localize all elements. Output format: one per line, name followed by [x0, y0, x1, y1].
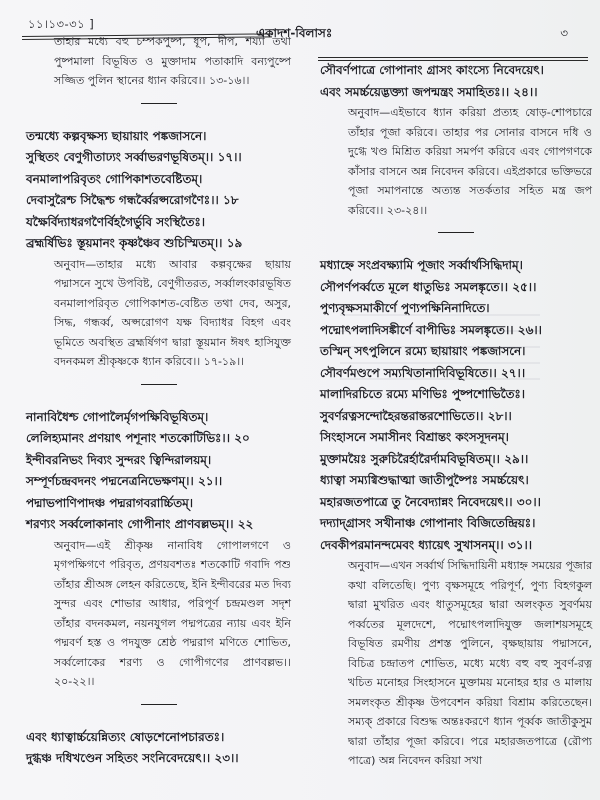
verse-block-24	[320, 60, 592, 103]
verse-block-25-31	[320, 255, 592, 556]
verse-line: সৌবর্ণমণ্ডপে সম্যখিতানাদিবিভূষিতে।। ২৭।।	[320, 365, 526, 380]
translation-label: অনুবাদ	[348, 559, 380, 572]
translation-23-24	[320, 103, 592, 220]
verse-line: সৌবর্ণপাত্রে গোপানাং গ্রাসং কাংস্যে নিবেদয়েৎ।	[320, 63, 544, 77]
section-divider	[141, 103, 177, 104]
translation-label: অনুবাদ	[54, 538, 86, 552]
verse-line: দদ্যাদ্গ্রাসং সখীনাঞ্চ গোপানাং বিজিতেন্দ্রিয়ঃ।	[320, 516, 536, 530]
verse-line: সৌপর্ণপর্ব্বতে মূলে ধাতুভিঃ সমলঙ্কৃতে।। ২৫।।	[320, 279, 537, 294]
verse-line: দেবকীপরমানন্দমেবং ধ্যায়েৎ সুখাসনম্।। ৩১।।	[320, 537, 533, 552]
verse-line: সুস্থিতং বেণুগীতাঢ্যং সর্ব্বাভরণভূষিতম্।। ১৭।।	[26, 150, 242, 164]
translation-label: অনুবাদ	[348, 106, 380, 119]
verse-line: দুগ্ধঞ্চ দধিখণ্ডেন সহিতং সংনিবেদয়েৎ।। ২৩।।	[26, 751, 239, 765]
verse-line: শরণ্যং সর্ব্বলোকানাং গোপীনাং প্রাণবল্লভম্।। ২২	[26, 517, 254, 531]
section-divider	[438, 232, 474, 233]
translation-13-16	[26, 32, 291, 91]
verse-line: লেলিহ্যমানং প্রণয়াৎ পশূনাং শতকোটিভিঃ।। ২০	[26, 431, 250, 445]
verse-line: মহারজতপাত্রে তু নৈবেদ্যান্নং নিবেদয়েৎ।। ৩০।।	[320, 494, 541, 509]
translation-text: —এখন সর্ব্বার্থ সিদ্ধিদায়িনী মধ্যাহ্ন সময়ের পূজার কথা বলিতেছি। পুণ্য বৃক্ষসমূহে পরিপূর্ণ, পুণ্য বিহগকুল দ্বারা মুখরিত এবং ধাতুসমূহের দ্বারা অলংকৃত সুবর্ণময় পর্ব্বতের মূলদেশে, পদ্মোৎপলাদিযুক্ত জলাশয়সমূহে বিভূষিত রমণীয় প্রশস্ত পুলিনে, বৃক্ষছায়ায় পদ্মাসনে, বিচিত্র চন্দ্রাতপ শোভিত, মধ্যে মধ্যে বহু বহু সুবর্ণ-রত্ন খচিত মনোহর সিংহাসনে মুক্তাময় মনোহর হার ও মালায় সমলংকৃত শ্রীকৃষ্ণ উপবেশন করিয়া বিশ্রাম করিতেছেন। সম্যক্ প্রকারে বিশুদ্ধ অন্তঃকরণে ধ্যান পূর্ব্বক জাতীকুসুম দ্বারা তাঁহার পূজা করিবে। পরে মহারজতপাত্রে (রৌপ্য পাত্রে) অন্ন নিবেদন করিয়া সখা	[348, 559, 592, 767]
verse-block-17-19	[26, 126, 291, 255]
verse-line: এবং সমর্চ্চয়েদ্ভক্ত্যা জপন্মন্ত্রং সমাহিতঃ।। ২৪।।	[320, 84, 538, 99]
verse-line: মালাদিরচিতে রম্যে মণিভিঃ পুষ্পশোভিতৈঃ।	[320, 387, 526, 401]
verse-line: ব্রহ্মর্ষিভিঃ স্তূয়মানং কৃষ্ণঞ্চৈব শুচিস্মিতম্।। ১৯	[26, 236, 243, 250]
verse-block-20-22	[26, 407, 291, 536]
page-number: ৩	[560, 26, 568, 40]
verse-line: মধ্যাহ্নে সংপ্রবক্ষ্যামি পূজাং সর্ব্বার্থসিদ্ধিদাম্।	[320, 258, 523, 272]
translation-17-19	[26, 255, 291, 372]
right-column	[320, 60, 592, 771]
section-divider	[141, 384, 177, 385]
verse-line: এবং ধ্যাত্বার্চ্চয়েন্নিত্যং ষোড়শেনোপচারতঃ।	[26, 729, 225, 744]
verse-line: যক্ষৈর্বিদ্যাধরগণৈর্বিহগৈর্ভুবি সংস্থিতৈঃ।	[26, 214, 206, 229]
verse-line: পদ্মোৎপলাদিসঙ্কীর্ণে বাপীভিঃ সমলঙ্কৃতে।। ২৬।।	[320, 322, 542, 337]
left-column	[26, 32, 291, 770]
verse-line: সুবর্ণরত্নসন্দোহৈরন্তরান্তরশোভিতে।। ২৮।।	[320, 408, 512, 423]
verse-line: সম্পূর্ণচন্দ্রবদনং পদ্মনেত্রনিভেক্ষণম্।। ২১।।	[26, 474, 223, 488]
translation-text: —এইভাবে ধ্যান করিয়া প্রত্যহ ষোড়-শোপচারে তাঁহার পূজা করিবে। তাহার পর সোনার বাসনে দধি ও দুগ্ধে খণ্ড মিশ্রিত করিয়া সমর্পণ করিবে এবং গোপগণকে কাঁসার বাসনে অন্ন নিবেদন করিবে। এইপ্রকারে ভক্তিভরে পূজা সমাপনান্তে অত্যন্ত সতর্কতার সহিত মন্ত্র জপ করিবে।। ২৩-২৪।।	[348, 106, 592, 217]
verse-line: পদ্মাভপাণিপাদঞ্চ পদ্মরাগবরার্চ্চিতম্।	[26, 495, 194, 510]
prose-text: তাহার মধ্যে বহু চম্পকপুষ্প, ধূপ, দীপ, শয্যা তথা পুষ্পমালা বিভূষিত ও মুক্তাদাম পতাকাদি বন্যপুষ্পে সজ্জিত পুলিন স্থানের ধ্যান করিবে।। ১৩-১৬।।	[54, 35, 291, 87]
translation-text: —তাহার মধ্যে আবার কল্পবৃক্ষের ছায়ায় পদ্মাসনে সুখে উপবিষ্ট, বেণুগীতরত, সর্ব্বালংকারভূষিত বনমালাপরিবৃত গোপিকাশত-বেষ্টিত তথা দেব, অসুর, সিদ্ধ, গন্ধর্ব্ব, অপ্সরোগণ যক্ষ বিদ্যাধর বিহগ এবং ভূমিতে অবস্থিত ব্রহ্মর্ষিগণ দ্বারা স্তূয়মান ঈষৎ হাসিযুক্ত বদনকমল শ্রীকৃষ্ণকে ধ্যান করিবে।। ১৭-১৯।।	[54, 257, 291, 368]
verse-line: সিংহাসনে সমাসীনং বিশ্রান্তং কংসসূদনম্।	[320, 430, 509, 444]
verse-line: মুক্তাময়ৈঃ সুরুচিরৈর্হারৈর্দামবিভূষিতম্।। ২৯।।	[320, 451, 529, 466]
translation-20-22	[26, 536, 291, 692]
section-divider	[141, 704, 177, 705]
verse-range: ১১।১৩-৩১ ]	[28, 17, 95, 31]
verse-line: তস্মিন্ সৎপুলিনে রম্যে ছায়ায়াং পঙ্কজাসনে।	[320, 344, 526, 358]
verse-block-23	[26, 727, 291, 770]
verse-line: তন্মধ্যে কল্পবৃক্ষস্য ছায়ায়াং পঙ্কজাসনে।	[26, 128, 207, 143]
translation-25-31	[320, 556, 592, 771]
verse-line: পুণ্যবৃক্ষসমাকীর্ণে পুণ্যপক্ষিনিনাদিতে।	[320, 301, 490, 315]
translation-label: অনুবাদ	[54, 257, 86, 271]
chapter-title: একাদশ-বিলাসঃ	[256, 26, 333, 40]
verse-line: নানাবিধৈশ্চ গোপালৈর্মৃগপক্ষিবিভূষিতম্।	[26, 409, 209, 424]
verse-line: ইন্দীবরনিভং দিব্যং সুন্দরং ত্বিন্দিরালয়ম্।	[26, 452, 212, 467]
verse-line: ধ্যাত্বা সম্যগ্বিশুদ্ধাত্মা জাতীপুষ্পৈঃ সমর্চ্চয়েৎ।	[320, 473, 529, 487]
verse-line: বনমালাপরিবৃতং গোপিকাশতবেষ্টিতম্।	[26, 171, 203, 186]
translation-text: —এই শ্রীকৃষ্ণ নানাবিধ গোপালগণে ও মৃগপক্ষিগণে পরিবৃত, প্রণয়বশতঃ শতকোটি গবাদি পশু তাঁহার শ্রীঅঙ্গ লেহন করিতেছে, ইনি ইন্দীবরের মত দিব্য সুন্দর এবং শোভার আধার, পরিপূর্ণ চন্দ্রমণ্ডল সদৃশ তাঁহার বদনকমল, নয়নযুগল পদ্মপত্রের ন্যায় এবং ইনি পদ্মবর্ণ হস্ত ও পদযুক্ত শ্রেষ্ঠ পদ্মরাগ মণিতে শোভিত, সর্ব্বলোকের শরণ্য ও গোপীগণের প্রাণবল্লভ।। ২০-২২।।	[54, 538, 291, 688]
verse-line: দেবাসুরৈশ্চ সিদ্ধৈশ্চ গন্ধর্ব্বৈরপ্সরোগণৈঃ।। ১৮	[26, 193, 239, 207]
